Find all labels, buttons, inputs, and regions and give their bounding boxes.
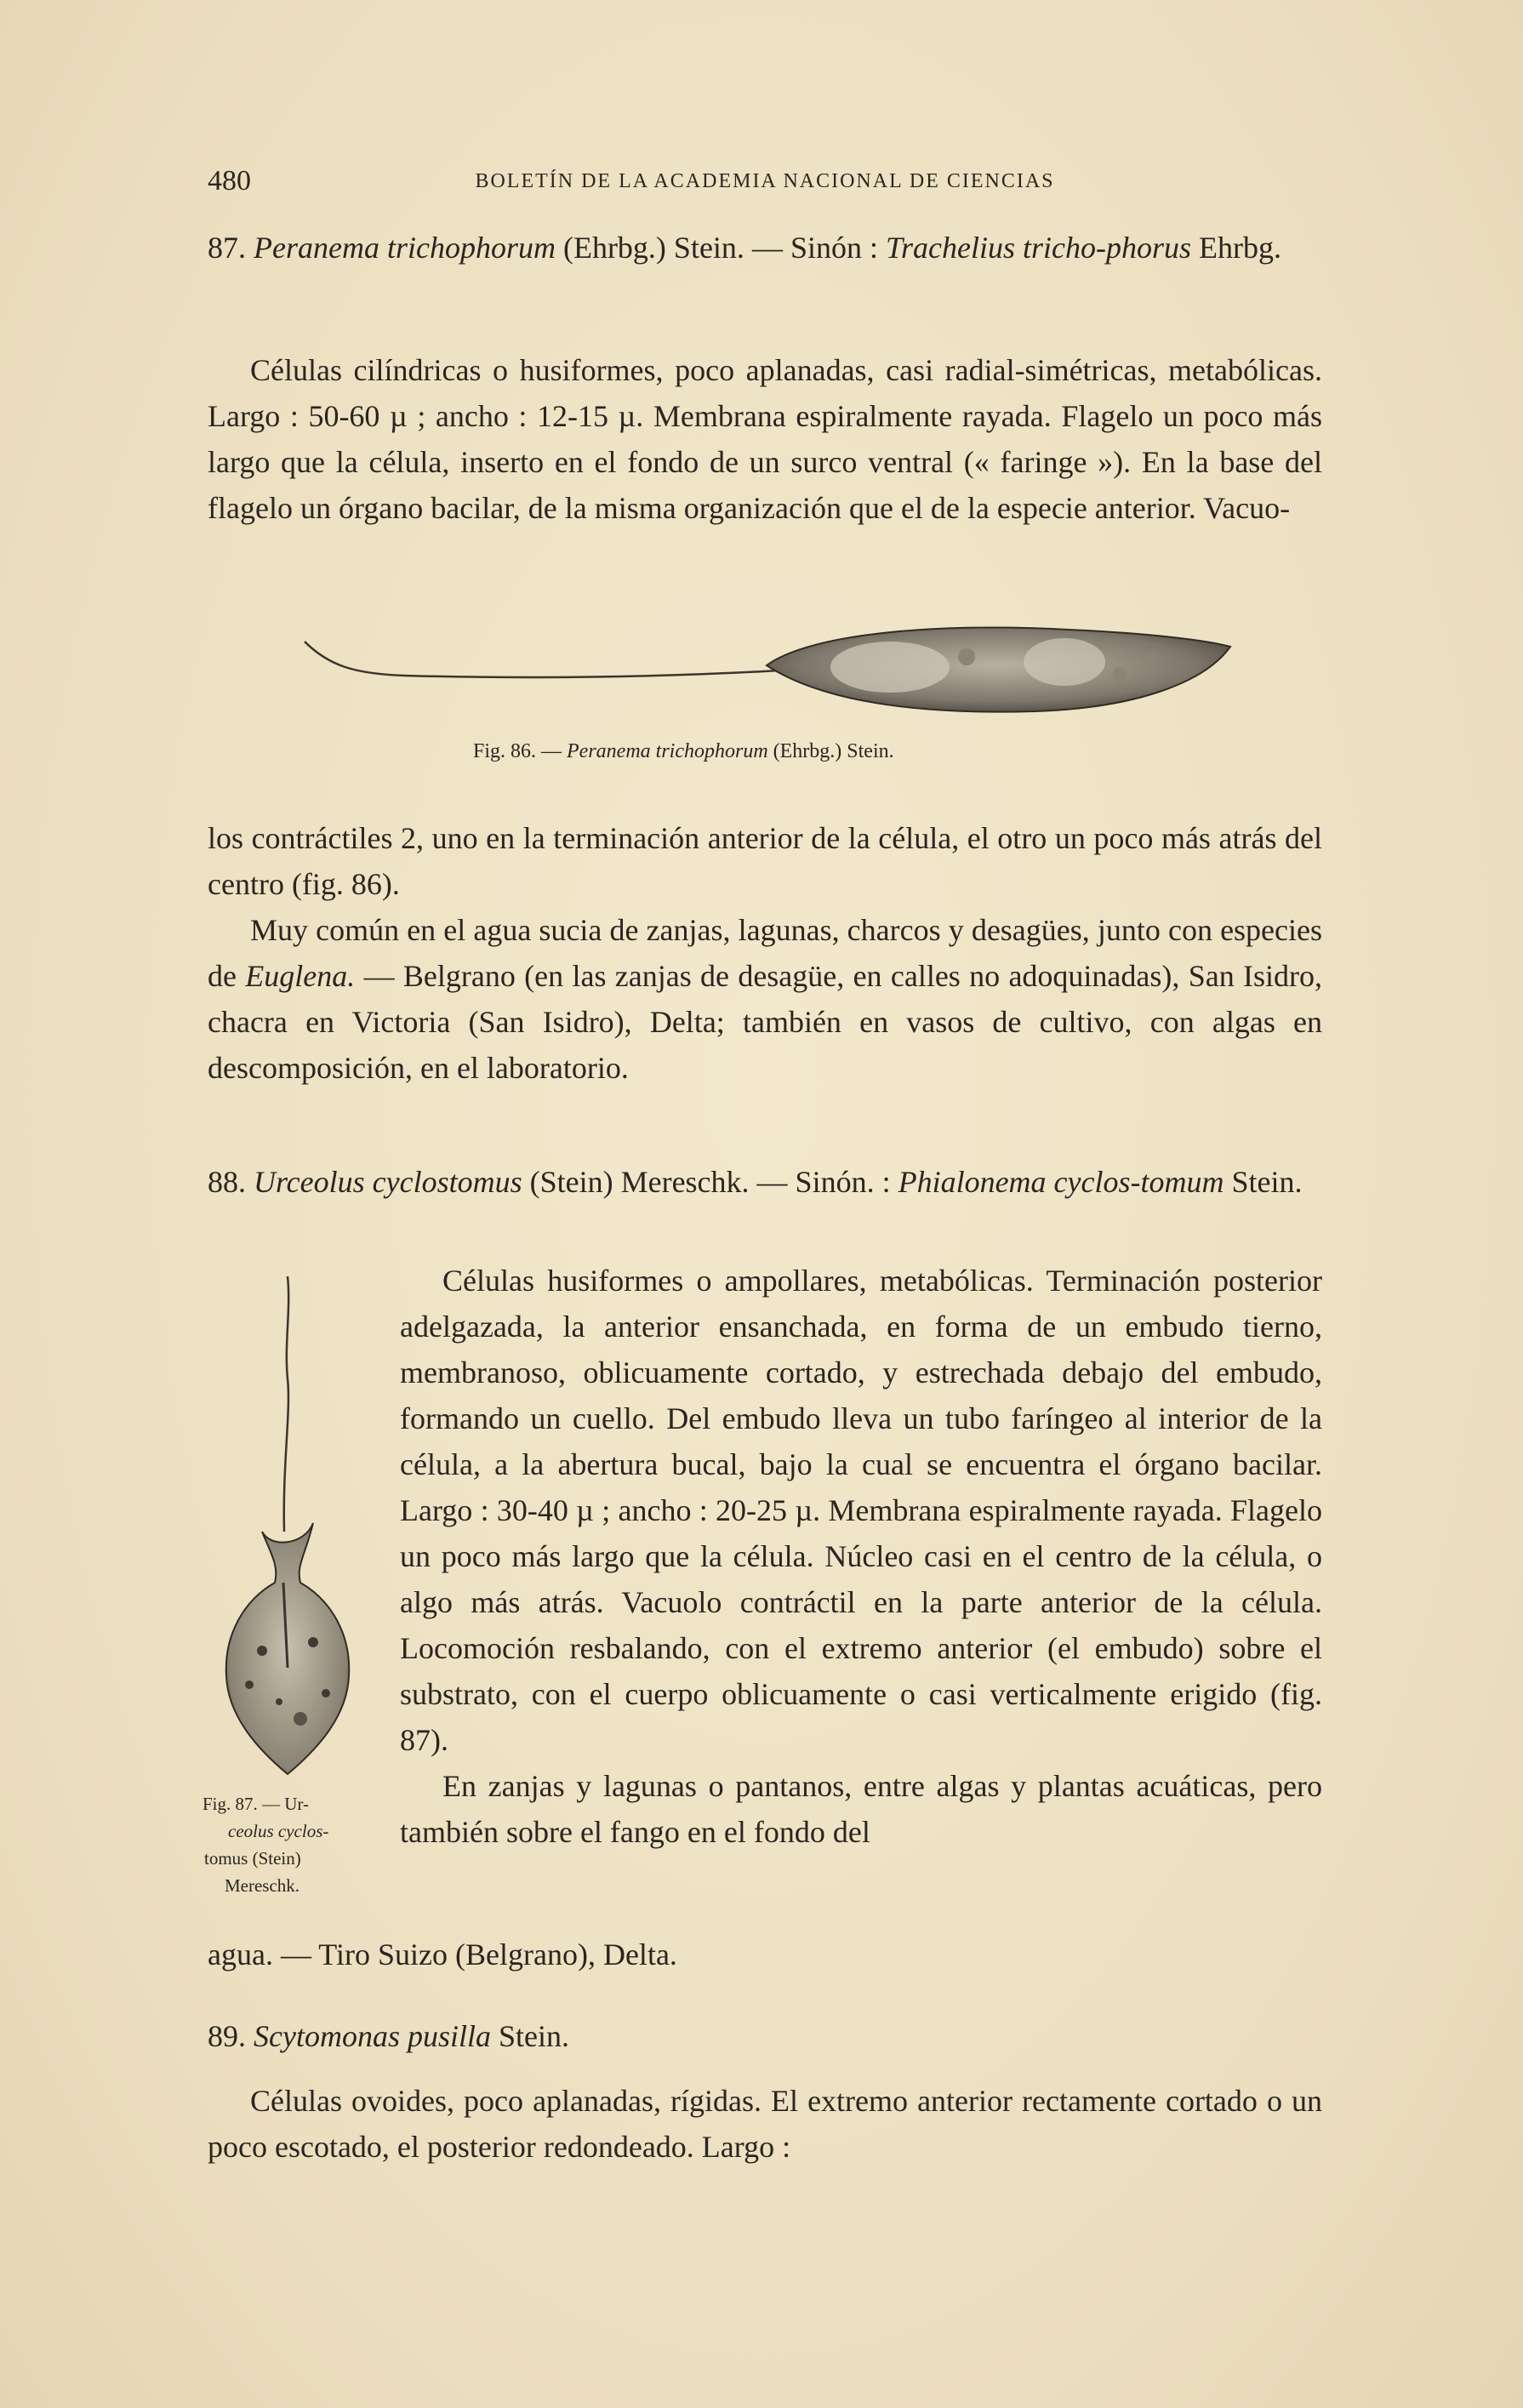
caption-line: Mereschk. xyxy=(225,1875,300,1896)
journal-title: BOLETÍN DE LA ACADEMIA NACIONAL DE CIENCIAS xyxy=(475,170,1055,192)
running-header xyxy=(208,165,1322,208)
paragraph: Células husiformes o ampollares, metabólicas. Terminación posterior adelgazada, la anterior ensanchada, en forma de un embudo tierno, membranoso, oblicuamente cortado, y estrechada debajo del embudo, formando un cuello. Del embudo lleva un tubo faríngeo al interior de la célula, a la abertura bucal, bajo la cual se encuentra el órgano bacilar. Largo : 30-40 µ ; ancho : 20-25 µ. Membrana espiralmente rayada. Flagelo un poco más largo que la célula. Núcleo casi en el centro de la célula, o algo más atrás. Vacuolo contráctil en la parte anterior de la célula. Locomoción resbalando, con el extremo anterior (el embudo) sobre el substrato, con el cuerpo oblicuamente o casi verticalmente erigido (fig. 87). xyxy=(400,1264,1322,1757)
entry-89-heading xyxy=(208,2013,1322,2059)
authority: (Stein) Mereschk. xyxy=(529,1165,750,1199)
entry-87-heading xyxy=(208,225,1322,271)
entry-87-continuation xyxy=(208,815,1322,1091)
figure-87-urceolus-illustration xyxy=(202,1276,381,1787)
paragraph: agua. — Tiro Suizo (Belgrano), Delta. xyxy=(208,1937,677,1971)
figure-86-caption xyxy=(473,740,894,763)
authority: (Ehrbg.) Stein. xyxy=(562,231,744,265)
entry-87-description xyxy=(208,347,1322,531)
synonym-label: — Sinón. : xyxy=(749,1165,898,1199)
caption-species: Peranema trichophorum xyxy=(567,740,768,762)
figure-86-peranema-illustration xyxy=(303,606,1239,725)
genus-name: Euglena. xyxy=(245,959,356,993)
entry-number: 89. xyxy=(208,2019,246,2053)
paragraph: Células cilíndricas o husiformes, poco aplanadas, casi radial-simétricas, metabólicas. Largo : 50-60 µ ; ancho : 12-15 µ. Membrana espiralmente rayada. Flagelo un poco más largo que la célula, inserto en el fondo de un surco ventral (« faringe »). En la base del flagelo un órgano bacilar, de la misma organización que el de la especie anterior. Vacuo- xyxy=(208,353,1322,525)
synonym-authority: Stein. xyxy=(1224,1165,1303,1199)
figure-87-caption xyxy=(202,1790,373,1899)
caption-label: Fig. 86. — xyxy=(473,740,568,762)
entry-88-description xyxy=(400,1258,1322,1855)
species-name: Urceolus cyclostomus xyxy=(254,1165,522,1199)
entry-number: 88. xyxy=(208,1165,246,1199)
paragraph: En zanjas y lagunas o pantanos, entre algas y plantas acuáticas, pero también sobre el fango en el fondo del xyxy=(400,1769,1322,1849)
caption-line: Fig. 87. — Ur- xyxy=(202,1794,309,1814)
synonym-name: Phialonema cyclos-tomum xyxy=(898,1165,1224,1199)
paragraph xyxy=(208,907,1322,1091)
authority: Stein. xyxy=(498,2019,569,2053)
caption-line: tomus (Stein) xyxy=(204,1848,301,1869)
caption-authority: (Ehrbg.) Stein. xyxy=(767,740,894,762)
synonym-label: — Sinón : xyxy=(744,231,886,265)
paragraph: los contráctiles 2, uno en la terminación anterior de la célula, el otro un poco más atrás del centro (fig. 86). xyxy=(208,821,1322,901)
entry-number: 87. xyxy=(208,231,246,265)
text: Muy común en el agua sucia de zanjas, lagunas, charcos y desagües, junto con especies de xyxy=(208,913,1322,993)
species-name: Peranema trichophorum xyxy=(254,231,556,265)
text: — Belgrano (en las zanjas de desagüe, en calles no adoquinadas), San Isidro, chacra en Victoria (San Isidro), Delta; también en vasos de cultivo, con algas en descomposición, en el laboratorio. xyxy=(208,959,1322,1085)
paragraph: Células ovoides, poco aplanadas, rígidas. El extremo anterior rectamente cortado o un poco escotado, el posterior redondeado. Largo : xyxy=(208,2084,1322,2164)
page-number: 480 xyxy=(208,165,251,197)
species-name: Scytomonas pusilla xyxy=(254,2019,491,2053)
caption-line: ceolus cyclos- xyxy=(228,1821,329,1841)
synonym-name: Trachelius tricho-phorus xyxy=(885,231,1191,265)
entry-88-locality xyxy=(208,1932,1322,1977)
entry-88-heading xyxy=(208,1159,1322,1205)
synonym-authority: Ehrbg. xyxy=(1190,231,1281,265)
entry-89-description xyxy=(208,2078,1322,2170)
